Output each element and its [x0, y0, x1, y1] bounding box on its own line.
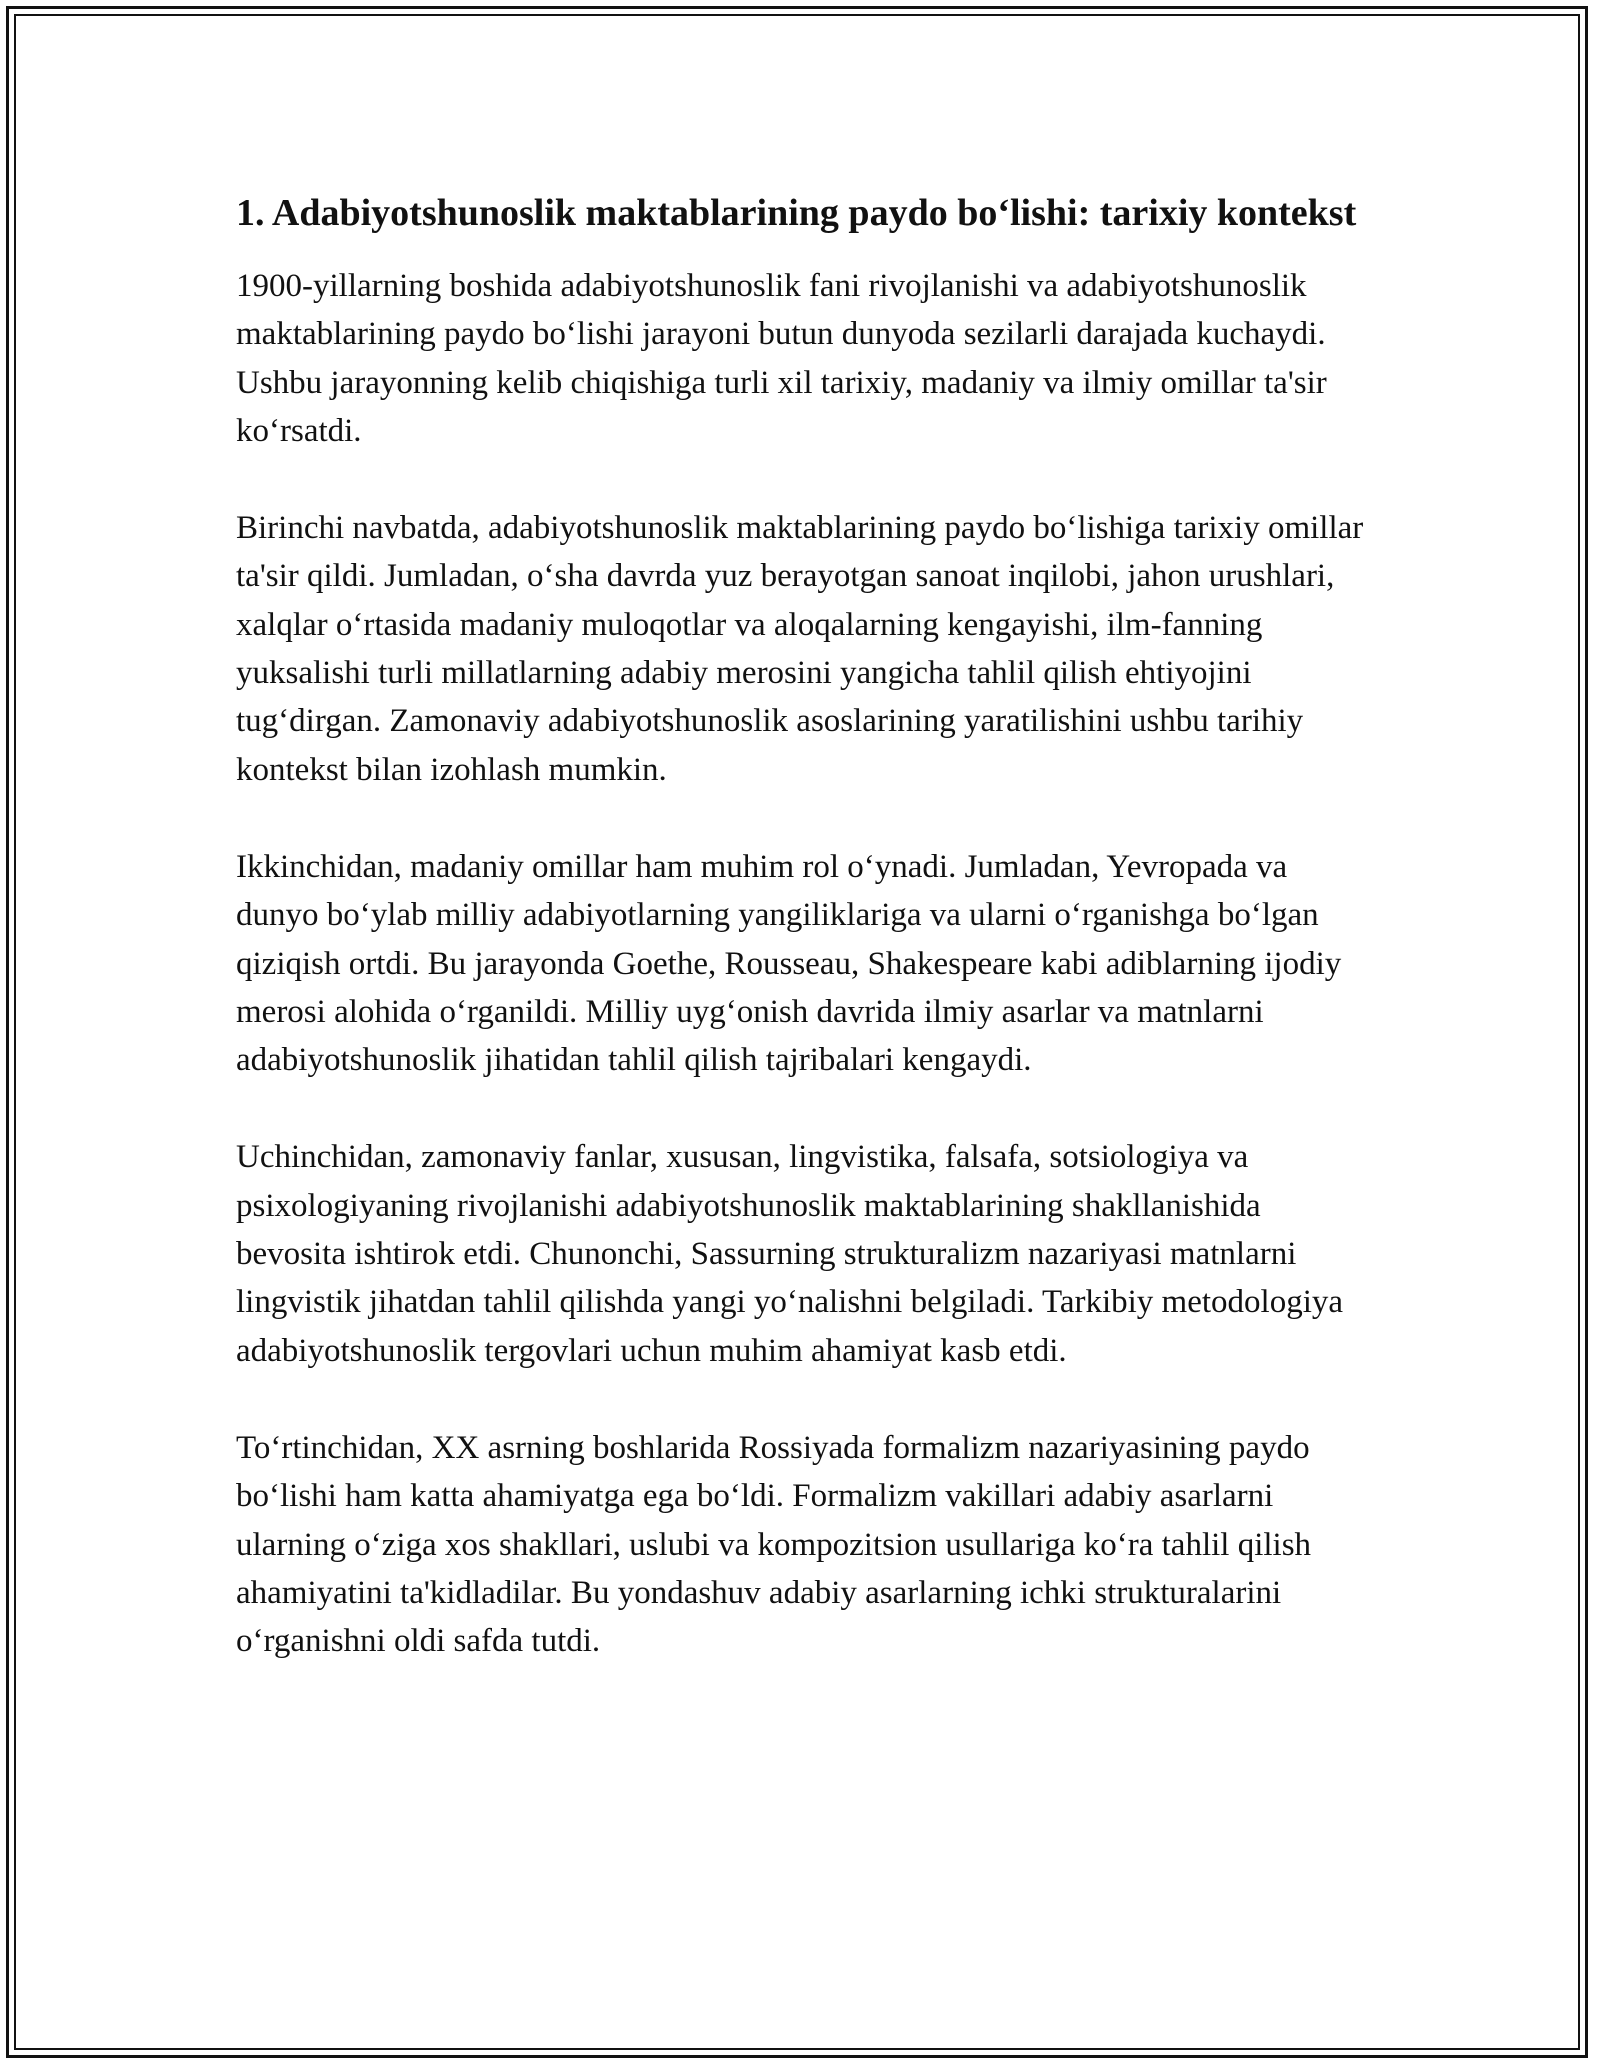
document-body	[236, 186, 1374, 1714]
section-heading: 1. Adabiyotshunoslik maktablarining paydo bo‘lishi: tarixiy kontekst	[236, 192, 1357, 234]
paragraph-intro: 1900-yillarning boshida adabiyotshunoslik fani rivojlanishi va adabiyotshunoslik maktablarining paydo bo‘lishi jarayoni butun dunyoda sezilarli darajada kuchaydi. Ushbu jarayonning kelib chiqishiga turli xil tarixiy, madaniy va ilmiy omillar ta'sir ko‘rsatdi.	[236, 268, 1327, 449]
paragraph-formalism: To‘rtinchidan, XX asrning boshlarida Rossiyada formalizm nazariyasining paydo bo‘lishi ham katta ahamiyatga ega bo‘ldi. Formalizm vakillari adabiy asarlarni ularning o‘ziga xos shakllari, uslubi va kompozitsion usullariga ko‘ra tahlil qilish ahamiyatini ta'kidladilar. Bu yondashuv adabiy asarlarning ichki strukturalarini o‘rganishni oldi safda tutdi.	[236, 1429, 1312, 1660]
paragraph-cultural-factors: Ikkinchidan, madaniy omillar ham muhim rol o‘ynadi. Jumladan, Yevropada va dunyo bo‘ylab milliy adabiyotlarning yangiliklariga va ularni o‘rganishga bo‘lgan qiziqish ortdi. Bu jarayonda Goethe, Rousseau, Shakespeare kabi adiblarning ijodiy merosi alohida o‘rganildi. Milliy uyg‘onish davrida ilmiy asarlar va matnlarni adabiyotshunoslik jihatidan tahlil qilish tajribalari kengaydi.	[236, 848, 1342, 1079]
paragraph-modern-sciences: Uchinchidan, zamonaviy fanlar, xususan, lingvistika, falsafa, sotsiologiya va psixologiyaning rivojlanishi adabiyotshunoslik maktablarining shakllanishida bevosita ishtirok etdi. Chunonchi, Sassurning strukturalizm nazariyasi matnlarni lingvistik jihatdan tahlil qilishda yangi yo‘nalishni belgiladi. Tarkibiy metodologiya adabiyotshunoslik tergovlari uchun muhim ahamiyat kasb etdi.	[236, 1139, 1344, 1369]
paragraph-historical-factors: Birinchi navbatda, adabiyotshunoslik maktablarining paydo bo‘lishiga tarixiy omillar ta'sir qildi. Jumladan, o‘sha davrda yuz berayotgan sanoat inqilobi, jahon urushlari, xalqlar o‘rtasida madaniy muloqotlar va aloqalarning kengayishi, ilm-fanning yuksalishi turli millatlarning adabiy merosini yangicha tahlil qilish ehtiyojini tug‘dirgan. Zamonaviy adabiyotshunoslik asoslarining yaratilishini ushbu tarihiy kontekst bilan izohlash mumkin.	[236, 510, 1364, 788]
